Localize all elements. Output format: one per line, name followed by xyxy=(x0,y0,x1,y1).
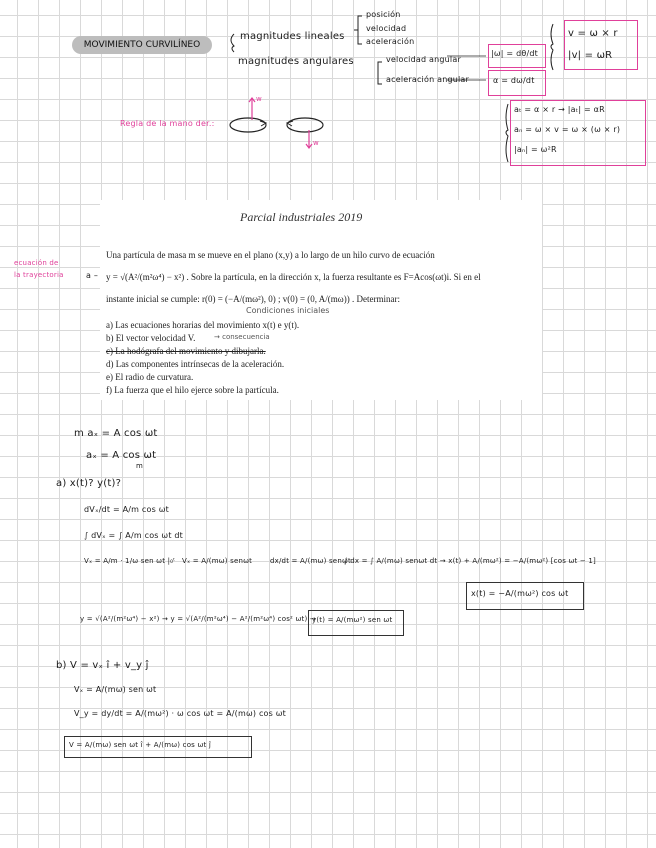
velocidad-label: velocidad xyxy=(366,24,407,33)
tangential-acceleration: aₜ = α × r → |aₜ| = αR xyxy=(514,105,605,114)
exam-item-f: f) La fuerza que el hilo ejerce sobre la partícula. xyxy=(106,385,279,395)
exam-item-a: a) Las ecuaciones horarias del movimiento x(t) e y(t). xyxy=(106,320,300,330)
exam-excerpt xyxy=(100,200,542,400)
condiciones-iniciales-note: Condiciones iniciales xyxy=(246,306,330,315)
posicion-label: posición xyxy=(366,10,401,19)
work-line-3: dVₓ/dt = A/m cos ωt xyxy=(84,505,169,514)
y-result: y(t) = A/(mω²) sen ωt xyxy=(312,616,393,624)
regla-mano-derecha-label: Regla de la mano der.: xyxy=(120,119,215,128)
vx-line: Vₓ = A/(mω) sen ωt xyxy=(74,685,157,694)
exam-line-3: instante inicial se cumple: r(0) = (−A/(mω²), 0) ; v(0) = (0, A/(mω)) . Determinar: xyxy=(106,294,400,304)
omega-definition: |ω| = dθ/dt xyxy=(491,49,538,58)
work-line-5d: ∫ dx = ∫ A/(mω) senωt dt → x(t) + A/(mω²) = −A/(mω²) [cos ωt − 1] xyxy=(344,557,596,565)
work-line-1: m aₓ = A cos ωt xyxy=(74,428,158,439)
part-b-heading: b) V = vₓ î + v_y ĵ xyxy=(56,660,149,671)
aceleracion-label: aceleración xyxy=(366,37,415,46)
topic-title: MOVIMIENTO CURVILÍNEO xyxy=(72,36,212,54)
vy-line: V_y = dy/dt = A/(mω²) · ω cos ωt = A/(mω) cos ωt xyxy=(74,709,287,718)
exam-item-b: b) El vector velocidad V. xyxy=(106,333,196,343)
exam-item-e: e) El radio de curvatura. xyxy=(106,372,194,382)
work-line-5b: Vₓ = A/(mω) senωt xyxy=(182,557,253,565)
exam-item-c: c) La hodógrafa del movimiento y dibujarla. xyxy=(106,346,266,356)
v-mod-formula: |v| = ωR xyxy=(568,50,613,61)
exam-item-b-note: → consecuencia xyxy=(214,333,270,341)
exam-item-d: d) Las componentes intrínsecas de la aceleración. xyxy=(106,359,285,369)
normal-acceleration: aₙ = ω × v = ω × (ω × r) xyxy=(514,125,621,134)
part-a-heading: a) x(t)? y(t)? xyxy=(56,478,122,489)
side-note-a: a – xyxy=(86,271,99,280)
v-cross-formula: v = ω × r xyxy=(568,28,618,39)
y-derivation: y = √(A²/(m²ω⁴) − x²) → y = √(A²/(m²ω⁴) − A²/(m²ω⁴) cos² ωt) → xyxy=(80,615,316,623)
work-line-5c: dx/dt = A/(mω) senωt xyxy=(270,557,351,565)
x-result: x(t) = −A/(mω²) cos ωt xyxy=(471,589,569,598)
alpha-definition: α = dω/dt xyxy=(493,76,535,85)
work-line-2: aₓ = A cos ωt xyxy=(86,450,157,461)
side-note-line-1: ecuación de xyxy=(14,259,59,267)
normal-acceleration-modulus: |aₙ| = ω²R xyxy=(514,145,557,154)
magnitudes-lineales-label: magnitudes lineales xyxy=(240,31,345,42)
omega-up-label: w xyxy=(256,95,262,103)
velocidad-angular-label: velocidad angular xyxy=(386,55,461,64)
exam-line-1: Una partícula de masa m se mueve en el plano (x,y) a lo largo de un hilo curvo de ecuación xyxy=(106,250,435,260)
exam-heading: Parcial industriales 2019 xyxy=(240,210,363,224)
velocity-result: V = A/(mω) sen ωt î + A/(mω) cos ωt ĵ xyxy=(69,741,212,749)
omega-down-label: w xyxy=(313,139,319,147)
work-line-4: ∫ dVₓ = ∫ A/m cos ωt dt xyxy=(84,531,184,540)
work-line-5: Vₓ = A/m · 1/ω sen ωt |₀ᵗ xyxy=(84,557,176,565)
work-line-2-m: m xyxy=(136,462,144,470)
aceleracion-angular-label: aceleración angular xyxy=(386,75,470,84)
exam-line-2: y = √(A²/(m²ω⁴) − x²) . Sobre la partícula, en la dirección x, la fuerza resultante es F=Acos(ωt)i. Si en el xyxy=(106,272,481,282)
side-note-line-2: la trayectoria xyxy=(14,271,64,279)
magnitudes-angulares-label: magnitudes angulares xyxy=(238,56,354,67)
